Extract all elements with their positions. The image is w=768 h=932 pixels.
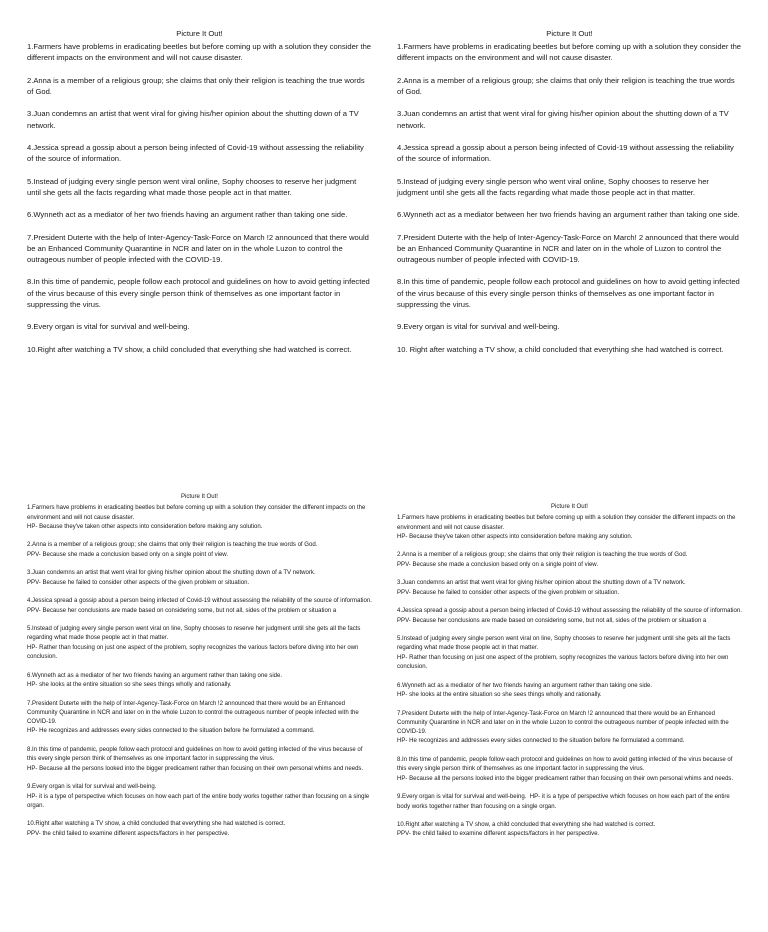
answer-text: HP- it is a type of perspective which focuses on how each part of the entire body works together rather than focusing on a single organ. xyxy=(27,793,370,809)
answer-text: HP- Because they've taken other aspects into consideration before making any solution. xyxy=(397,533,633,540)
list-item xyxy=(397,710,742,747)
question-text: 4.Jessica spread a gossip about a person being infected of Covid-19 without assessing the reliability of the source of information. xyxy=(397,142,734,164)
question-text: 8.In this time of pandemic, people follow each protocol and guidelines on how to avoid getting infected of the virus because of this every single person think of themselves as one important factor in suppressing the virus. xyxy=(27,747,363,763)
panel-bottom-left xyxy=(27,493,372,848)
question-text: 6.Wynneth act as a mediator of her two friends having an argument rather than taking one side. xyxy=(27,210,348,220)
list-item xyxy=(397,209,742,220)
answer-text: HP- He recognizes and addresses every sides connected to the situation before he formulated a command. xyxy=(27,728,315,735)
list-item xyxy=(27,541,372,560)
list-item xyxy=(27,569,372,588)
list-item xyxy=(27,783,372,811)
question-text: 10.Right after watching a TV show, a child concluded that everything she had watched is correct. xyxy=(27,344,352,354)
question-text: 5.Instead of judging every single person went viral on line, Sophy chooses to reserve her judgment until she gets all the facts regarding what made those people act in that matter. xyxy=(27,626,361,642)
question-text: 1.Farmers have problems in eradicating beetles but before coming up with a solution they consider the different impacts on the environment and will not cause disaster. xyxy=(397,515,736,531)
answer-text: HP- she looks at the entire situation so she sees things wholly and rationally. xyxy=(27,681,232,688)
answer-text: HP- she looks at the entire situation so she sees things wholly and rationally. xyxy=(397,691,602,698)
list-item xyxy=(27,746,372,774)
answer-text: PPV- the child failed to examine different aspects/factors in her perspective. xyxy=(27,830,230,837)
list-item xyxy=(397,635,742,672)
list-item xyxy=(397,514,742,542)
answer-list xyxy=(397,514,742,839)
question-text: 10. Right after watching a TV show, a child concluded that everything she had watched is correct. xyxy=(397,344,724,354)
question-text: 8.In this time of pandemic, people follow each protocol and guidelines on how to avoid getting infected of the virus because of this every single person thinks of themselves as one important factor in suppressing the virus. xyxy=(397,277,740,309)
list-item xyxy=(27,597,372,616)
question-text: 4.Jessica spread a gossip about a person being infected of Covid-19 without assessing the reliability of the source of information. xyxy=(27,598,372,605)
question-text: 3.Juan condemns an artist that went viral for giving his/her opinion about the shutting down of a TV network. xyxy=(397,109,729,130)
list-item xyxy=(27,820,372,839)
question-text: 6.Wynneth act as a mediator of her two friends having an argument rather than taking one side. xyxy=(27,672,283,679)
answer-text: PPV- the child failed to examine different aspects/factors in her perspective. xyxy=(397,831,600,838)
list-item xyxy=(27,344,372,355)
list-item xyxy=(27,672,372,691)
answer-text: PPV- Because her conclusions are made based on considering some, but not all, sides of the problem or situation a xyxy=(27,607,337,614)
question-text: 2.Anna is a member of a religious group; she claims that only their religion is teaching the true words of God. xyxy=(397,75,735,96)
question-text: 4.Jessica spread a gossip about a person being infected of Covid-19 without assessing the reliability of the source of information. xyxy=(27,142,364,164)
question-text: 6.Wynneth act as a mediator of her two friends having an argument rather than taking one side. xyxy=(397,682,653,689)
question-text: 5.Instead of judging every single person went viral online, Sophy chooses to reserve her judgment until she gets all the facts regarding what made those people act in that matter. xyxy=(27,176,357,197)
answer-text: HP- Rather than focusing on just one aspect of the problem, sophy recognizes the various factors before diving into her own conclusion. xyxy=(397,654,729,671)
panel-bottom-right xyxy=(397,503,742,849)
question-text: 5.Instead of judging every single person went viral on line, Sophy chooses to reserve her judgment until she gets all the facts regarding what made those people act in that matter. xyxy=(397,636,731,652)
list-item xyxy=(397,344,742,355)
list-item xyxy=(27,108,372,130)
question-text: 1.Farmers have problems in eradicating beetles but before coming up with a solution they consider the different impacts on the environment and will not cause disaster. xyxy=(27,505,366,521)
list-item xyxy=(27,504,372,532)
question-text: 9.Every organ is vital for survival and well-being. xyxy=(397,322,560,332)
list-item xyxy=(27,75,372,97)
answer-text: HP- Rather than focusing on just one aspect of the problem, sophy recognizes the various factors before diving into her own conclusion. xyxy=(27,644,359,661)
question-text: 4.Jessica spread a gossip about a person being infected of Covid-19 without assessing the reliability of the source of information. xyxy=(397,608,742,615)
list-item xyxy=(27,700,372,737)
question-text: 9.Every organ is vital for survival and well-being. xyxy=(27,322,190,332)
list-item xyxy=(27,142,372,164)
question-list xyxy=(397,41,742,355)
answer-text: PPV- Because she made a conclusion based only on a single point of view. xyxy=(27,551,229,558)
question-text: 9.Every organ is vital for survival and well-being. xyxy=(27,784,157,791)
list-item xyxy=(397,108,742,130)
answer-text: PPV- Because she made a conclusion based only on a single point of view. xyxy=(397,561,599,568)
panel-top-left xyxy=(27,28,372,366)
list-item xyxy=(397,142,742,164)
list-item xyxy=(397,41,742,63)
answer-text: PPV- Because her conclusions are made based on considering some, but not all, sides of the problem or situation a xyxy=(397,617,707,624)
list-item xyxy=(397,551,742,570)
question-list xyxy=(27,41,372,355)
list-item xyxy=(397,321,742,332)
list-item xyxy=(397,607,742,626)
list-item xyxy=(397,682,742,701)
question-text: 5.Instead of judging every single person who went viral online, Sophy chooses to reserve her judgment until she gets all the facts regarding what made those people act in that matter. xyxy=(397,176,709,197)
question-text: 10.Right after watching a TV show, a child concluded that everything she had watched is correct. xyxy=(27,821,286,828)
question-text: 2.Anna is a member of a religious group; she claims that only their religion is teaching the true words of God. xyxy=(27,75,365,96)
list-item xyxy=(397,232,742,266)
question-text: 7.President Duterte with the help of Inter-Agency-Task-Force on March !2 announced that there would be an Enhanced Community Quarantine in NCR and later on in the whole Luzon to control the outrageous number of people infected with the COVID-19. xyxy=(27,232,369,264)
list-item xyxy=(27,232,372,266)
panel-title: Picture It Out! xyxy=(546,29,593,38)
answer-text: HP- He recognizes and addresses every sides connected to the situation before he formulated a command. xyxy=(397,738,685,745)
list-item xyxy=(397,793,742,812)
question-text: 8.In this time of pandemic, people follow each protocol and guidelines on how to avoid getting infected of the virus because of this every single person think of themselves as one important factor in suppressing the virus. xyxy=(397,757,733,773)
list-item xyxy=(27,276,372,310)
question-text: 1.Farmers have problems in eradicating beetles but before coming up with a solution they consider the different impacts on the environment and will not cause disaster. xyxy=(397,42,742,63)
answer-text: PPV- Because he failed to consider other aspects of the given problem or situation. xyxy=(27,579,250,586)
question-text: 3.Juan condemns an artist that went viral for giving his/her opinion about the shutting down of a TV network. xyxy=(27,109,359,130)
list-item xyxy=(27,625,372,662)
answer-text: HP- Because all the persons looked into the bigger predicament rather than focusing on their own personal whims and needs. xyxy=(397,775,734,782)
list-item xyxy=(397,821,742,840)
question-text: 2.Anna is a member of a religious group; she claims that only their religion is teaching the true words of God. xyxy=(397,552,688,559)
list-item xyxy=(397,756,742,784)
list-item xyxy=(397,176,742,198)
list-item xyxy=(397,75,742,97)
question-text: 1.Farmers have problems in eradicating beetles but before coming up with a solution they consider the different impacts on the environment and will not cause disaster. xyxy=(27,42,372,63)
list-item xyxy=(27,176,372,198)
panel-title: Picture It Out! xyxy=(176,29,223,38)
panel-top-right xyxy=(397,28,742,366)
question-text: 7.President Duterte with the help of Inter-Agency-Task-Force on March !2 announced that there would be an Enhanced Community Quarantine in NCR and later on in the whole Luzon to control the outrageous number of people infected with the COVID-19. xyxy=(27,700,359,726)
answer-text: PPV- Because he failed to consider other aspects of the given problem or situation. xyxy=(397,589,620,596)
question-text: 3.Juan condemns an artist that went viral for giving his/her opinion about the shutting down of a TV network. xyxy=(397,580,686,587)
question-text: 7.President Duterte with the help of Inter-Agency-Task-Force on March! 2 announced that there would be an Enhanced Community Quarantine in NCR and later on in the whole of Luzon to control the outrageous number of people infected with COVID-19. xyxy=(397,232,739,264)
question-text: 3.Juan condemns an artist that went viral for giving his/her opinion about the shutting down of a TV network. xyxy=(27,570,316,577)
answer-text: HP- Because all the persons looked into the bigger predicament rather than focusing on their own personal whims and needs. xyxy=(27,765,364,772)
answer-list xyxy=(27,504,372,839)
list-item xyxy=(27,209,372,220)
question-text: 8.In this time of pandemic, people follow each protocol and guidelines on how to avoid getting infected of the virus because of this every single person think of themselves as one important factor in suppressing the virus. xyxy=(27,277,370,309)
question-text: 9.Every organ is vital for survival and well-being. HP- it is a type of perspective which focuses on how each part of the entire body works together rather than focusing on a single organ. xyxy=(397,794,730,810)
list-item xyxy=(27,321,372,332)
answer-text: HP- Because they've taken other aspects into consideration before making any solution. xyxy=(27,523,263,530)
question-text: 6.Wynneth act as a mediator between her two friends having an argument rather than taking one side. xyxy=(397,210,740,220)
question-text: 7.President Duterte with the help of Inter-Agency-Task-Force on March !2 announced that there would be an Enhanced Community Quarantine in NCR and later on in the whole Luzon to control the outrageous number of people infected with the COVID-19. xyxy=(397,710,729,736)
question-text: 10.Right after watching a TV show, a child concluded that everything she had watched is correct. xyxy=(397,822,656,829)
list-item xyxy=(397,579,742,598)
panel-title: Picture It Out! xyxy=(181,494,218,500)
list-item xyxy=(27,41,372,63)
panel-title: Picture It Out! xyxy=(551,504,588,510)
question-text: 2.Anna is a member of a religious group; she claims that only their religion is teaching the true words of God. xyxy=(27,542,318,549)
list-item xyxy=(397,276,742,310)
